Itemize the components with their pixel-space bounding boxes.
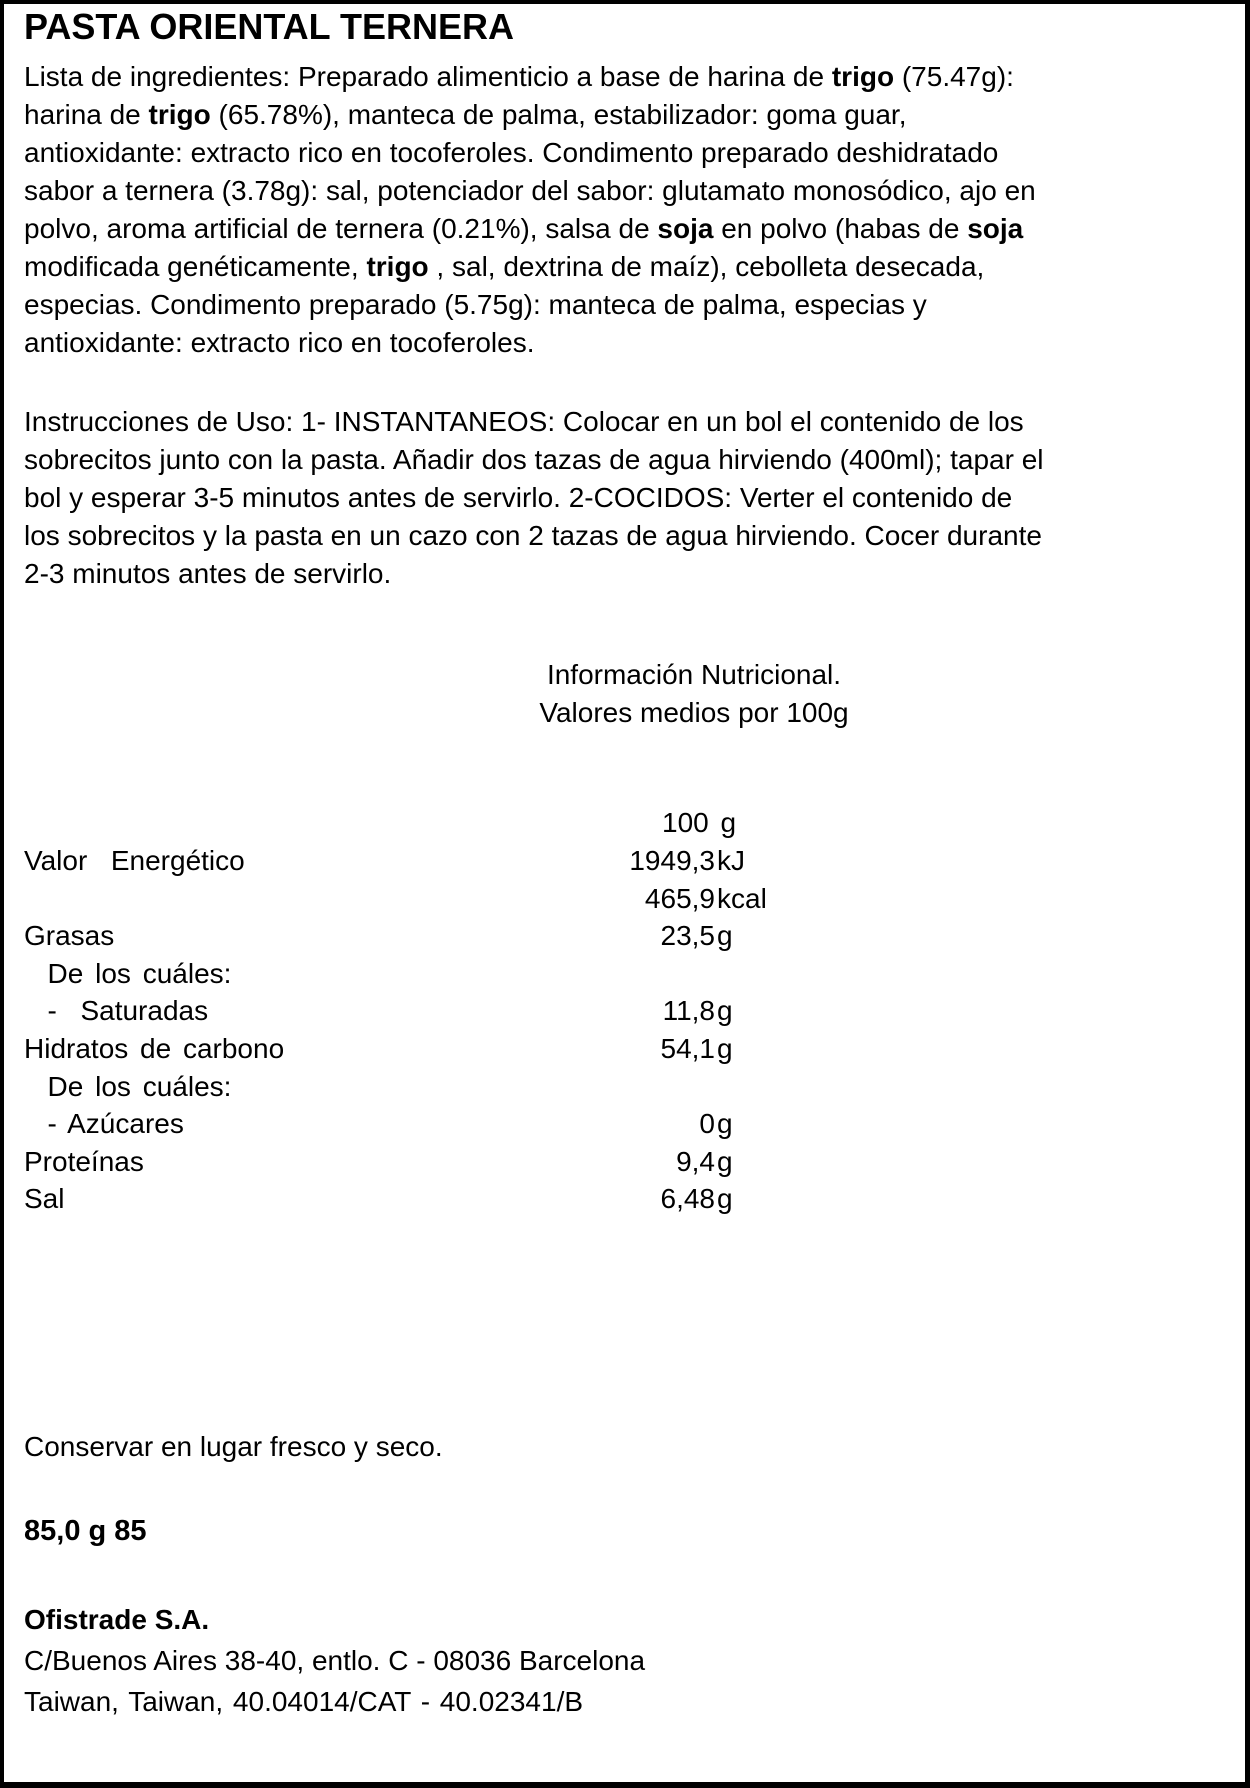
nutrition-column-header: 100 g [662, 807, 737, 838]
nutrition-row-unit: g [717, 1033, 733, 1064]
nutrition-row-value: 6,48 [660, 1183, 715, 1215]
nutrition-row-label: De los cuáles: [24, 1070, 232, 1102]
nutrition-row-unit: kJ [717, 845, 745, 876]
nutrition-subtitle: Valores medios por 100g [539, 697, 849, 728]
ingredients-text: harina de [24, 99, 149, 130]
nutrition-row-unit: g [717, 1108, 733, 1140]
label-panel [4, 4, 1245, 1782]
ingredients-line [24, 134, 998, 172]
instructions-line: sobrecitos junto con la pasta. Añadir dos tazas de agua hirviendo (400ml); tapar el [24, 444, 1044, 475]
ingredients-text: antioxidante: extracto rico en tocoferoles. [24, 327, 535, 358]
nutrition-row-value: 54,1 [660, 1033, 715, 1064]
nutrition-row-label: - Azúcares [24, 1108, 184, 1140]
ingredients-text: (75.47g): [894, 61, 1014, 92]
ingredients-text: sabor a ternera (3.78g): sal, potenciador del sabor: glutamato monosódico, ajo en [24, 175, 1036, 206]
storage-text: Conservar en lugar fresco y seco. [24, 1431, 443, 1462]
nutrition-row-value: 23,5 [660, 920, 715, 952]
ingredients-line [24, 286, 927, 324]
ingredients-line [24, 172, 1036, 210]
product-title: PASTA ORIENTAL TERNERA [24, 6, 515, 47]
ingredients-text: antioxidante: extracto rico en tocoferoles. Condimento preparado deshidratado [24, 137, 999, 168]
ingredients-text: Lista de ingredientes: Preparado alimenticio a base de harina de [24, 61, 832, 92]
nutrition-row-unit: g [717, 920, 733, 952]
nutrition-row-label: Valor Energético [24, 845, 245, 876]
allergen-highlight: trigo [148, 99, 211, 130]
ingredients-text: modificada genéticamente, [24, 251, 367, 282]
nutrition-row-value: 9,4 [676, 1145, 715, 1177]
allergen-highlight: soja [967, 213, 1024, 244]
nutrition-row-label: Grasas [24, 920, 115, 952]
instructions-line: Instrucciones de Uso: 1- INSTANTANEOS: Colocar en un bol el contenido de los [24, 406, 1024, 437]
nutrition-row-value: 0 [699, 1108, 715, 1140]
nutrition-row-unit: g [717, 995, 733, 1027]
instructions-line: bol y esperar 3-5 minutos antes de servirlo. 2-COCIDOS: Verter el contenido de [24, 482, 1013, 513]
ingredients-text: polvo, aroma artificial de ternera (0.21%), salsa de [24, 213, 658, 244]
nutrition-row-label: De los cuáles: [24, 957, 232, 989]
nutrition-row-unit: g [717, 1183, 733, 1215]
ingredients-line [24, 324, 535, 362]
nutrition-row-unit: kcal [717, 882, 767, 914]
instructions-line: 2-3 minutos antes de servirlo. [24, 558, 392, 589]
ingredients-text: , sal, dextrina de maíz), cebolleta desecada, [428, 251, 985, 282]
ingredients-line [24, 58, 1014, 96]
ingredients-line [24, 96, 907, 134]
net-weight: 85,0 g 85 [24, 1515, 147, 1547]
company-name: Ofistrade S.A. [24, 1604, 210, 1635]
nutrition-row-value: 1949,3 [629, 845, 715, 876]
nutrition-row-unit: g [717, 1145, 733, 1177]
nutrition-row-label: Sal [24, 1183, 65, 1215]
instructions-line: los sobrecitos y la pasta en un cazo con 2 tazas de agua hirviendo. Cocer durante [24, 520, 1042, 551]
company-origin: Taiwan, Taiwan, 40.04014/CAT - 40.02341/B [24, 1686, 584, 1717]
nutrition-row-label: Proteínas [24, 1145, 144, 1177]
nutrition-title: Información Nutricional. [546, 659, 842, 690]
nutrition-row-label: - Saturadas [24, 995, 209, 1027]
ingredients-text: (65.78%), manteca de palma, estabilizador: goma guar, [210, 99, 907, 130]
ingredients-line [24, 210, 1023, 248]
ingredients-line [24, 248, 984, 286]
allergen-highlight: trigo [831, 61, 895, 92]
nutrition-row-value: 11,8 [662, 995, 715, 1027]
ingredients-text: especias. Condimento preparado (5.75g): manteca de palma, especias y [24, 289, 927, 320]
ingredients-text: en polvo (habas de [713, 213, 968, 244]
allergen-highlight: trigo [366, 251, 429, 282]
nutrition-row-value: 465,9 [644, 882, 715, 914]
company-address: C/Buenos Aires 38-40, entlo. C - 08036 Barcelona [24, 1645, 646, 1676]
allergen-highlight: soja [657, 213, 714, 244]
nutrition-row-label: Hidratos de carbono [24, 1033, 285, 1064]
